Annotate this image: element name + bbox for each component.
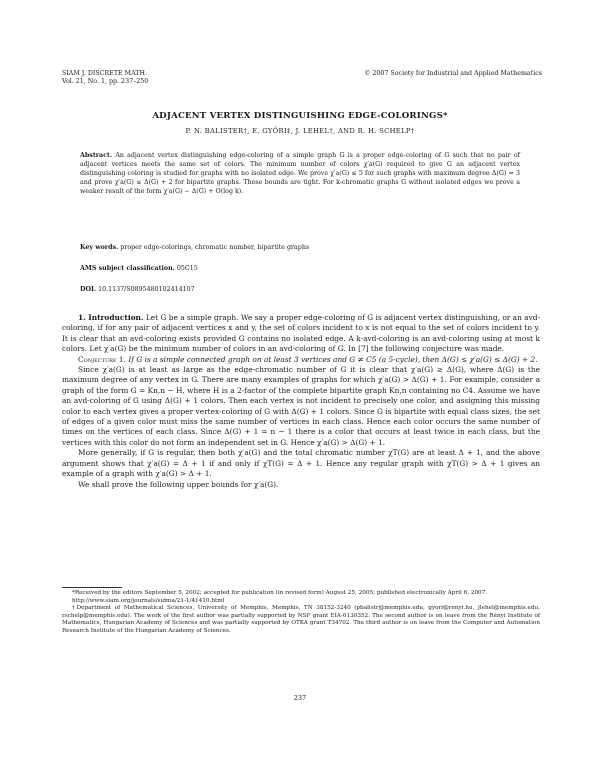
doi [80,286,520,293]
introduction-section [62,313,540,490]
journal-name: SIAM J. DISCRETE MATH. [62,70,147,77]
doi-text: 10.1137/S0895480102414107 [98,286,195,293]
doi-label: DOI. [80,286,97,293]
keywords-text: proper edge-colorings, chromatic number, bipartite graphs [120,244,310,251]
page-number: 237 [293,694,307,702]
intro-paragraph-1 [62,313,540,355]
abstract-text: An adjacent vertex distinguishing edge-coloring of a simple graph G is a proper edge-coloring of G such that no pair of adjacent vertices meets the same set of colors. The minimum number of colors χ′a(G) required to give G an adjacent vertex distinguishing coloring is studied for graphs with no isolated edge. We prove χ′a(G) ≤ 5 for such graphs with maximum degree Δ(G) = 3 and prove χ′a(G) ≤ Δ(G) + 2 for bipartite graphs. These bounds are tight. For k-chromatic graphs G without isolated edges we prove a weaker result of the form χ′a(G) − Δ(G) + O(log k). [80,152,520,195]
author-list: P. N. BALISTER†, E. GYŐRI‡, J. LEHEL†, AND R. H. SCHELP† [185,127,415,135]
intro-paragraph-3: More generally, if G is regular, then both χ′a(G) and the total chromatic number χT(G) are at least Δ + 1, and the above argument shows that χ′a(G) = Δ + 1 if and only if χT(G) = Δ + 1. Hence any regular graph with χT(G) > Δ + 1 gives an example of a graph with χ′a(G) > Δ + 1. [62,448,540,479]
abstract-label: Abstract. [80,152,113,159]
intro-paragraph-4: We shall prove the following upper bounds for χ′a(G). [78,479,279,489]
conjecture-label: Conjecture 1. [78,354,126,364]
paper-title: ADJACENT VERTEX DISTINGUISHING EDGE-COLORINGS* [152,111,448,121]
intro-paragraph-2: Since χ′a(G) is at least as large as the edge-chromatic number of G it is clear that χ′a(G) ≥ Δ(G), where Δ(G) is the maximum degree of any vertex in G. There are many examples of graphs for which χ′a(G) > Δ(G) + 1. For example, consider a graph of the form G = Kn,n − H, where H is a 2-factor of the complete bipartite graph Kn,n containing no C4. Assume we have an avd-coloring of G using Δ(G) + 1 colors. Then each vertex is not incident to precisely one color, and assigning this missing color to each vertex gives a proper vertex-coloring of G with Δ(G) + 1 colors. Since G is bipartite with equal class sizes, the set of edges of a given color must miss the same number of vertices in each class. Hence each color occurs the same number of times on the vertices of each class. Since Δ(G) + 1 = n − 1 there is a color that occurs at least twice in each class, but the vertices with this color do not form an independent set in G. Hence χ′a(G) > Δ(G) + 1. [62,365,540,447]
section-heading: 1. Introduction. [78,313,144,322]
keywords [80,244,520,251]
footnote-url[interactable]: http://www.siam.org/journals/sidma/21-1/41410.html [72,597,225,604]
abstract [80,152,520,197]
footnote-affiliation: †Department of Mathematical Sciences, University of Memphis, Memphis, TN 38152-3240 (pbalistr@memphis.edu, gyori@renyi.hu, jlehel@memphis.edu, rschelp@memphis.edu). The work of the first author was partially supported by NSF grant EIA-0130352. The second author is on leave from the Rényi Institute of Mathematics, Hungarian Academy of Sciences and was partially supported by OTKA grant T34702. The third author is on leave from the Computer and Automation Research Institute of the Hungarian Academy of Sciences. [62,605,540,634]
intro-p1-text: Let G be a simple graph. We say a proper edge-coloring of G is adjacent vertex distinguishing, or an avd-coloring, if for any pair of adjacent vertices x and y, the set of colors incident to x is not equal to the set of colors incident to y. It is clear that an avd-coloring exists provided G contains no isolated edge. A k-avd-coloring is an avd-coloring using at most k colors. Let χ′a(G) be the minimum number of colors in an avd-coloring of G. In [7] the following conjecture was made. [62,313,540,354]
copyright-notice: © 2007 Society for Industrial and Applied Mathematics [364,70,542,77]
conjecture [62,355,540,365]
journal-header [62,70,148,86]
keywords-label: Key words. [80,244,119,251]
footnotes [62,590,540,636]
ams-classification [80,265,520,272]
ams-label: AMS subject classification. [80,265,175,272]
footnote-rule [62,587,122,588]
ams-text: 05C15 [176,265,198,272]
journal-volume: Vol. 21, No. 1, pp. 237–250 [62,78,149,85]
conjecture-text: If G is a simple connected graph on at least 3 vertices and G ≠ C5 (a 5-cycle), then Δ(G) ≤ χ′a(G) ≤ Δ(G) + 2. [128,354,538,364]
footnote-received: *Received by the editors September 5, 2002; accepted for publication (in revised form) August 25, 2005; published electronically April 6, 2007. [72,590,488,596]
